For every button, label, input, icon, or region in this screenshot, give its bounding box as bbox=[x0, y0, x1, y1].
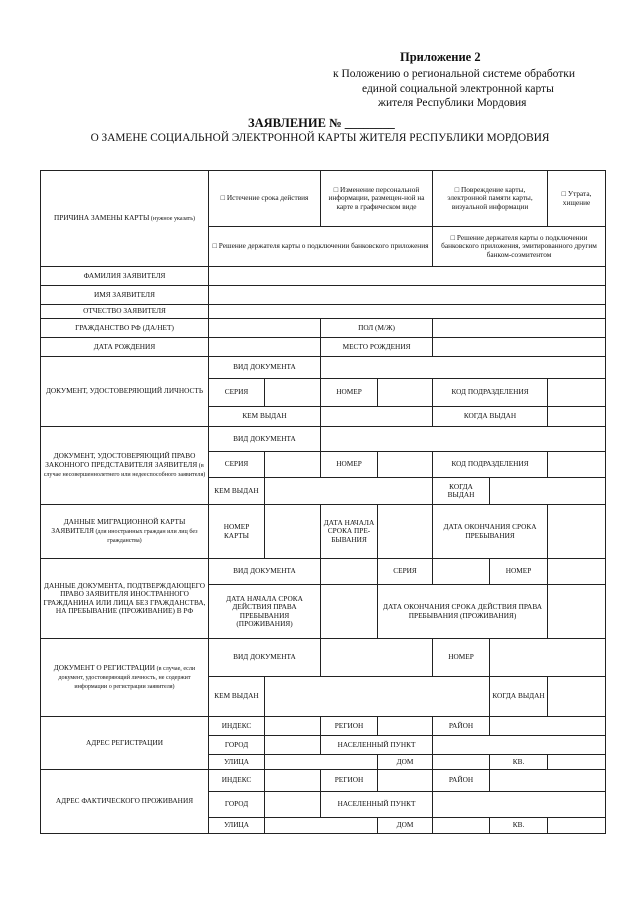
header-line-3: жителя Республики Мордовия bbox=[378, 97, 527, 109]
name-field[interactable] bbox=[209, 286, 606, 305]
reg-settlement-label: НАСЕЛЕННЫЙ ПУНКТ bbox=[321, 736, 433, 755]
actual-district-field[interactable] bbox=[490, 770, 606, 792]
rep-doc-issued-when-label: КОГДА ВЫДАН bbox=[433, 478, 490, 505]
actual-city-label: ГОРОД bbox=[209, 792, 265, 818]
reason-option-card-damaged[interactable]: □ Повреждение карты, электронной памяти карты, визуальной информации bbox=[433, 171, 548, 227]
reason-option-bank-app[interactable]: □ Решение держателя карты о подключении банковского приложения bbox=[209, 227, 433, 267]
header-line-1: к Положению о региональной системе обработки bbox=[333, 68, 576, 80]
rep-doc-type-label: ВИД ДОКУМЕНТА bbox=[209, 427, 321, 452]
header-line-2: единой социальной электронной карты bbox=[362, 83, 554, 95]
registration-issued-when-field[interactable] bbox=[548, 677, 606, 717]
actual-district-label: РАЙОН bbox=[433, 770, 490, 792]
actual-house-field[interactable] bbox=[433, 818, 490, 834]
citizenship-field[interactable] bbox=[209, 319, 321, 338]
actual-flat-label: КВ. bbox=[490, 818, 548, 834]
sex-field[interactable] bbox=[433, 319, 606, 338]
migration-stay-start-field[interactable] bbox=[378, 505, 433, 559]
id-doc-series-label: СЕРИЯ bbox=[209, 379, 265, 407]
residence-doc-type-field[interactable] bbox=[321, 559, 378, 585]
registration-issued-by-field[interactable] bbox=[265, 677, 490, 717]
id-doc-number-label: НОМЕР bbox=[321, 379, 378, 407]
residence-series-label: СЕРИЯ bbox=[378, 559, 433, 585]
residence-series-field[interactable] bbox=[433, 559, 490, 585]
reg-house-field[interactable] bbox=[433, 755, 490, 770]
migration-stay-end-label: ДАТА ОКОНЧАНИЯ СРОКА ПРЕБЫВАНИЯ bbox=[433, 505, 548, 559]
reg-settlement-field[interactable] bbox=[433, 736, 606, 755]
appendix-title: Приложение 2 bbox=[400, 50, 481, 64]
reason-option-bank-app-coemitent[interactable]: □ Решение держателя карты о подключении банковского приложения, эмитированного другим банком-соэмитентом bbox=[433, 227, 606, 267]
name-label: ИМЯ ЗАЯВИТЕЛЯ bbox=[41, 286, 209, 305]
rep-doc-dept-code-label: КОД ПОДРАЗДЕЛЕНИЯ bbox=[433, 452, 548, 478]
actual-settlement-field[interactable] bbox=[433, 792, 606, 818]
reg-street-field[interactable] bbox=[265, 755, 378, 770]
rep-doc-type-field[interactable] bbox=[321, 427, 606, 452]
reason-label: ПРИЧИНА ЗАМЕНЫ КАРТЫ (нужное указать) bbox=[41, 171, 209, 267]
id-doc-series-field[interactable] bbox=[265, 379, 321, 407]
rep-doc-issued-by-label: КЕМ ВЫДАН bbox=[209, 478, 265, 505]
patronymic-label: ОТЧЕСТВО ЗАЯВИТЕЛЯ bbox=[41, 305, 209, 319]
actual-house-label: ДОМ bbox=[378, 818, 433, 834]
rep-doc-number-field[interactable] bbox=[378, 452, 433, 478]
migration-stay-end-field[interactable] bbox=[548, 505, 606, 559]
residence-number-field[interactable] bbox=[548, 559, 606, 585]
residence-start-field[interactable] bbox=[321, 585, 378, 639]
id-doc-issued-by-field[interactable] bbox=[321, 407, 433, 427]
migration-card-number-field[interactable] bbox=[265, 505, 321, 559]
id-doc-issued-by-label: КЕМ ВЫДАН bbox=[209, 407, 321, 427]
reg-city-label: ГОРОД bbox=[209, 736, 265, 755]
patronymic-field[interactable] bbox=[209, 305, 606, 319]
birthplace-label: МЕСТО РОЖДЕНИЯ bbox=[321, 338, 433, 357]
rep-doc-issued-by-field[interactable] bbox=[265, 478, 433, 505]
registration-doc-type-label: ВИД ДОКУМЕНТА bbox=[209, 639, 321, 677]
actual-region-field[interactable] bbox=[378, 770, 433, 792]
id-doc-number-field[interactable] bbox=[378, 379, 433, 407]
registration-issued-by-label: КЕМ ВЫДАН bbox=[209, 677, 265, 717]
id-doc-type-field[interactable] bbox=[321, 357, 606, 379]
reg-street-label: УЛИЦА bbox=[209, 755, 265, 770]
migration-card-number-label: НОМЕР КАРТЫ bbox=[209, 505, 265, 559]
reg-region-label: РЕГИОН bbox=[321, 717, 378, 736]
actual-flat-field[interactable] bbox=[548, 818, 606, 834]
reg-district-label: РАЙОН bbox=[433, 717, 490, 736]
residence-doc-label: ДАННЫЕ ДОКУМЕНТА, ПОДТВЕРЖДАЮЩЕГО ПРАВО ЗАЯВИТЕЛЯ ИНОСТРАННОГО ГРАЖДАНИНА ИЛИ ЛИЦА БЕЗ ГРАЖДАНСТВА, НА ПРЕБЫВАНИЕ (ПРОЖИВАНИЕ) В РФ bbox=[41, 559, 209, 639]
actual-street-field[interactable] bbox=[265, 818, 378, 834]
rep-doc-series-field[interactable] bbox=[265, 452, 321, 478]
id-doc-type-label: ВИД ДОКУМЕНТА bbox=[209, 357, 321, 379]
reg-region-field[interactable] bbox=[378, 717, 433, 736]
actual-settlement-label: НАСЕЛЕННЫЙ ПУНКТ bbox=[321, 792, 433, 818]
rep-doc-number-label: НОМЕР bbox=[321, 452, 378, 478]
application-form-table bbox=[40, 170, 606, 834]
birthdate-label: ДАТА РОЖДЕНИЯ bbox=[41, 338, 209, 357]
birthplace-field[interactable] bbox=[433, 338, 606, 357]
reason-option-personal-info-changed[interactable]: □ Изменение персональной информации, размещен-ной на карте в графическом виде bbox=[321, 171, 433, 227]
actual-index-label: ИНДЕКС bbox=[209, 770, 265, 792]
registration-doc-label: ДОКУМЕНТ О РЕГИСТРАЦИИ (в случае, если документ, удостоверяющий личность, не содержит информации о регистрации заявителя) bbox=[41, 639, 209, 717]
sex-label: ПОЛ (М/Ж) bbox=[321, 319, 433, 338]
rep-doc-dept-code-field[interactable] bbox=[548, 452, 606, 478]
residence-start-label: ДАТА НАЧАЛА СРОКА ДЕЙСТВИЯ ПРАВА ПРЕБЫВАНИЯ (ПРОЖИВАНИЯ) bbox=[209, 585, 321, 639]
reg-index-label: ИНДЕКС bbox=[209, 717, 265, 736]
reg-flat-field[interactable] bbox=[548, 755, 606, 770]
rep-doc-label: ДОКУМЕНТ, УДОСТОВЕРЯЮЩИЙ ПРАВО ЗАКОННОГО ПРЕДСТАВИТЕЛЯ ЗАЯВИТЕЛЯ (в случае несовершеннолетнего или недееспособного заявителя) bbox=[41, 427, 209, 505]
registration-number-field[interactable] bbox=[490, 639, 606, 677]
residence-doc-type-label: ВИД ДОКУМЕНТА bbox=[209, 559, 321, 585]
actual-address-label: АДРЕС ФАКТИЧЕСКОГО ПРОЖИВАНИЯ bbox=[41, 770, 209, 834]
surname-field[interactable] bbox=[209, 267, 606, 286]
reg-index-field[interactable] bbox=[265, 717, 321, 736]
rep-doc-series-label: СЕРИЯ bbox=[209, 452, 265, 478]
migration-label: ДАННЫЕ МИГРАЦИОННОЙ КАРТЫ ЗАЯВИТЕЛЯ (для иностранных граждан или лиц без гражданства) bbox=[41, 505, 209, 559]
registration-number-label: НОМЕР bbox=[433, 639, 490, 677]
application-title: ЗАЯВЛЕНИЕ № ________ bbox=[248, 116, 395, 130]
residence-end-label: ДАТА ОКОНЧАНИЯ СРОКА ДЕЙСТВИЯ ПРАВА ПРЕБЫВАНИЯ (ПРОЖИВАНИЯ) bbox=[378, 585, 548, 639]
reg-address-label: АДРЕС РЕГИСТРАЦИИ bbox=[41, 717, 209, 770]
id-doc-dept-code-label: КОД ПОДРАЗДЕЛЕНИЯ bbox=[433, 379, 548, 407]
citizenship-label: ГРАЖДАНСТВО РФ (ДА/НЕТ) bbox=[41, 319, 209, 338]
actual-region-label: РЕГИОН bbox=[321, 770, 378, 792]
reg-district-field[interactable] bbox=[490, 717, 606, 736]
migration-stay-start-label: ДАТА НАЧАЛА СРОКА ПРЕ-БЫВАНИЯ bbox=[321, 505, 378, 559]
application-subtitle: О ЗАМЕНЕ СОЦИАЛЬНОЙ ЭЛЕКТРОННОЙ КАРТЫ ЖИТЕЛЯ РЕСПУБЛИКИ МОРДОВИЯ bbox=[90, 132, 550, 144]
actual-city-field[interactable] bbox=[265, 792, 321, 818]
registration-issued-when-label: КОГДА ВЫДАН bbox=[490, 677, 548, 717]
reason-option-lost-stolen[interactable]: □ Утрата, хищение bbox=[548, 171, 606, 227]
residence-number-label: НОМЕР bbox=[490, 559, 548, 585]
surname-label: ФАМИЛИЯ ЗАЯВИТЕЛЯ bbox=[41, 267, 209, 286]
id-doc-dept-code-field[interactable] bbox=[548, 379, 606, 407]
reason-option-expired[interactable]: □ Истечение срока действия bbox=[209, 171, 321, 227]
actual-street-label: УЛИЦА bbox=[209, 818, 265, 834]
id-doc-issued-when-field[interactable] bbox=[548, 407, 606, 427]
reg-city-field[interactable] bbox=[265, 736, 321, 755]
reg-house-label: ДОМ bbox=[378, 755, 433, 770]
actual-index-field[interactable] bbox=[265, 770, 321, 792]
id-doc-issued-when-label: КОГДА ВЫДАН bbox=[433, 407, 548, 427]
rep-doc-issued-when-field[interactable] bbox=[490, 478, 606, 505]
reg-flat-label: КВ. bbox=[490, 755, 548, 770]
registration-doc-type-field[interactable] bbox=[321, 639, 433, 677]
birthdate-field[interactable] bbox=[209, 338, 321, 357]
id-doc-label: ДОКУМЕНТ, УДОСТОВЕРЯЮЩИЙ ЛИЧНОСТЬ bbox=[41, 357, 209, 427]
residence-end-field[interactable] bbox=[548, 585, 606, 639]
